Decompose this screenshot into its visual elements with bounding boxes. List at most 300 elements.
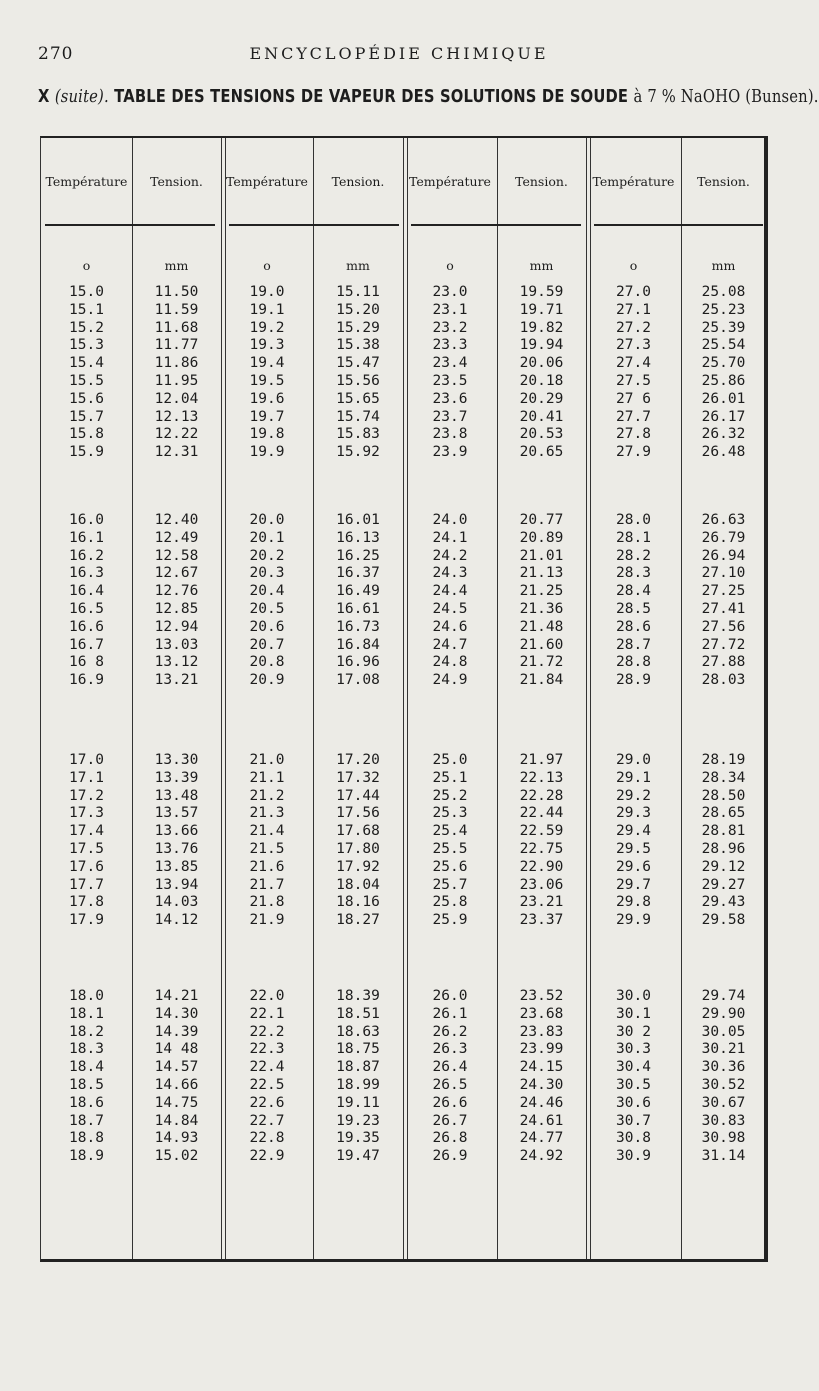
temperature-cell: 15.0	[69, 284, 104, 300]
header-rule	[229, 224, 399, 226]
temperature-cell: 22.7	[249, 1112, 285, 1129]
temperature-cell: 22.4	[249, 1059, 285, 1076]
tension-cell: 13.12	[154, 654, 199, 671]
temperature-cell: 24.6	[432, 618, 468, 635]
temperature-cell: 29.4	[616, 823, 651, 840]
tension-cell: 30.67	[701, 1094, 746, 1111]
vapor-pressure-table	[40, 136, 768, 1262]
tension-cell: 18.04	[336, 876, 380, 893]
temperature-cell: 17.1	[69, 769, 104, 786]
tension-cell: 17.68	[336, 823, 380, 840]
tension-cell: 27.10	[701, 565, 746, 582]
tension-cell: 14.84	[154, 1112, 199, 1129]
tension-cell: 26.94	[701, 547, 746, 564]
temperature-cell: 20.5	[249, 601, 285, 617]
temperature-cell: 23.1	[432, 301, 468, 318]
tension-cell: 14.39	[154, 1023, 199, 1040]
temperature-cell: 24.5	[432, 601, 468, 617]
temperature-cell: 21.8	[249, 894, 285, 911]
table-suite: (suite).	[54, 86, 109, 107]
tension-cell: 30.52	[701, 1077, 746, 1093]
tension-cell: 14.93	[154, 1130, 199, 1147]
tension-cell: 12.76	[154, 583, 199, 600]
tension-cell: 11.50	[154, 284, 199, 300]
temperature-cell: 24.7	[432, 636, 468, 653]
temperature-cell: 25.0	[432, 752, 468, 768]
temperature-cell: 25.7	[432, 876, 468, 893]
tension-cell: 14.03	[154, 894, 199, 911]
tension-cell: 14.30	[154, 1005, 199, 1022]
tension-cell: 20.41	[519, 408, 564, 425]
temperature-cell: 18.3	[69, 1041, 104, 1058]
temperature-cell: 24.1	[432, 529, 468, 546]
tension-cell: 26.32	[701, 426, 746, 443]
temperature-cell: 15.4	[69, 355, 104, 372]
temperature-cell: 18.9	[69, 1148, 104, 1165]
tension-cell: 27.41	[701, 601, 746, 617]
temperature-cell: 16.2	[69, 547, 104, 564]
tension-cell: 12.40	[154, 512, 199, 528]
tension-cell: 13.57	[154, 805, 199, 822]
temperature-cell: 30.9	[616, 1148, 651, 1165]
tension-cell: 21.72	[519, 654, 564, 671]
temperature-cell: 26.5	[432, 1077, 468, 1093]
temperature-cell: 16.6	[69, 618, 104, 635]
temperature-cell: 16.4	[69, 583, 104, 600]
tension-cell: 17.44	[336, 787, 380, 804]
temperature-cell: 29.7	[616, 876, 651, 893]
tension-cell: 23.37	[519, 912, 564, 929]
tension-cell: 27.25	[701, 583, 746, 600]
tension-cell: 21.97	[519, 752, 564, 768]
temperature-cell: 23.8	[432, 426, 468, 443]
temperature-cell: 22.0	[249, 988, 285, 1004]
temperature-cell: 17.8	[69, 894, 104, 911]
tension-cell: 16.13	[336, 529, 380, 546]
temperature-cell: 21.1	[249, 769, 285, 786]
tension-cell: 23.21	[519, 894, 564, 911]
temperature-cell: 25.2	[432, 787, 468, 804]
temperature-cell: 16.9	[69, 672, 104, 689]
tension-cell: 16.73	[336, 618, 380, 635]
temperature-cell: 16.3	[69, 565, 104, 582]
unit-degree: o	[82, 258, 91, 273]
temperature-cell: 23.4	[432, 355, 468, 372]
temperature-cell: 27.4	[616, 355, 651, 372]
temperature-cell: 22.9	[249, 1148, 285, 1165]
temperature-cell: 22.8	[249, 1130, 285, 1147]
tension-cell: 11.68	[154, 319, 199, 336]
temperature-cell: 25.9	[432, 912, 468, 929]
tension-cell: 15.92	[336, 444, 380, 461]
tension-cell: 28.65	[701, 805, 746, 822]
temperature-cell: 28.3	[616, 565, 651, 582]
temperature-cell: 30.1	[616, 1005, 651, 1022]
tension-cell: 15.83	[336, 426, 380, 443]
tension-cell: 28.34	[701, 769, 746, 786]
header-rule	[411, 224, 581, 226]
header-tension: Tension.	[331, 174, 385, 189]
temperature-cell: 26.3	[432, 1041, 468, 1058]
tension-cell: 29.74	[701, 988, 746, 1004]
temperature-cell: 18.1	[69, 1005, 104, 1022]
tension-cell: 14.21	[154, 988, 199, 1004]
temperature-cell: 22.6	[249, 1094, 285, 1111]
temperature-cell: 15.7	[69, 408, 104, 425]
tension-cell: 19.82	[519, 319, 564, 336]
tension-cell: 19.11	[336, 1094, 380, 1111]
tension-cell: 21.01	[519, 547, 564, 564]
tension-cell: 24.77	[519, 1130, 564, 1147]
tension-cell: 20.29	[519, 390, 564, 407]
tension-cell: 28.96	[701, 841, 746, 857]
tension-cell: 15.20	[336, 301, 380, 318]
tension-cell: 29.90	[701, 1005, 746, 1022]
temperature-cell: 29.6	[616, 858, 651, 875]
temperature-cell: 27.9	[616, 444, 651, 461]
temperature-cell: 23.7	[432, 408, 468, 425]
temperature-cell: 18.5	[69, 1077, 104, 1093]
temperature-cell: 27.7	[616, 408, 651, 425]
tension-cell: 25.39	[701, 319, 746, 336]
tension-cell: 26.17	[701, 408, 746, 425]
tension-cell: 12.58	[154, 547, 199, 564]
temperature-cell: 19.7	[249, 408, 285, 425]
tension-cell: 16.49	[336, 583, 380, 600]
tension-cell: 28.50	[701, 787, 746, 804]
temperature-cell: 24.4	[432, 583, 468, 600]
tension-cell: 13.48	[154, 787, 199, 804]
tension-cell: 29.27	[701, 876, 746, 893]
tension-cell: 19.59	[519, 284, 564, 300]
tension-cell: 12.94	[154, 618, 199, 635]
temperature-cell: 24.8	[432, 654, 468, 671]
tension-cell: 29.43	[701, 894, 746, 911]
temperature-cell: 30.6	[616, 1094, 651, 1111]
tension-cell: 24.46	[519, 1094, 564, 1111]
tension-cell: 19.23	[336, 1112, 380, 1129]
tension-cell: 26.01	[701, 390, 746, 407]
tension-cell: 24.61	[519, 1112, 564, 1129]
temperature-cell: 26.2	[432, 1023, 468, 1040]
tension-cell: 22.28	[519, 787, 564, 804]
tension-cell: 22.90	[519, 858, 564, 875]
temperature-cell: 20.1	[249, 529, 285, 546]
temperature-cell: 30.0	[616, 988, 651, 1004]
temperature-cell: 25.4	[432, 823, 468, 840]
tension-cell: 23.06	[519, 876, 564, 893]
tension-cell: 12.13	[154, 408, 199, 425]
tension-cell: 25.86	[701, 373, 746, 389]
temperature-cell: 19.5	[249, 373, 285, 389]
temperature-cell: 19.3	[249, 337, 285, 354]
temperature-cell: 23.2	[432, 319, 468, 336]
temperature-cell: 20.2	[249, 547, 285, 564]
tension-cell: 21.84	[519, 672, 564, 689]
tension-cell: 22.59	[519, 823, 564, 840]
tension-cell: 31.14	[701, 1148, 746, 1165]
tension-cell: 20.06	[519, 355, 564, 372]
temperature-cell: 18.2	[69, 1023, 104, 1040]
temperature-cell: 27.3	[616, 337, 651, 354]
tension-cell: 12.67	[154, 565, 199, 582]
temperature-cell: 19.2	[249, 319, 285, 336]
temperature-cell: 17.9	[69, 912, 104, 929]
temperature-cell: 15.1	[69, 301, 104, 318]
tension-cell: 13.03	[154, 636, 199, 653]
tension-cell: 12.85	[154, 601, 199, 617]
tension-cell: 14 48	[154, 1041, 199, 1058]
tension-cell: 20.77	[519, 512, 564, 528]
temperature-cell: 24.3	[432, 565, 468, 582]
temperature-cell: 21.3	[249, 805, 285, 822]
header-temperature: Température	[409, 174, 491, 189]
tension-cell: 20.18	[519, 373, 564, 389]
tension-cell: 24.92	[519, 1148, 564, 1165]
tension-cell: 16.96	[336, 654, 380, 671]
temperature-cell: 18.6	[69, 1094, 104, 1111]
temperature-cell: 30.3	[616, 1041, 651, 1058]
temperature-cell: 20.0	[249, 512, 285, 528]
temperature-cell: 22.3	[249, 1041, 285, 1058]
tension-cell: 15.29	[336, 319, 380, 336]
header-tension: Tension.	[150, 174, 203, 189]
tension-cell: 30.36	[701, 1059, 746, 1076]
unit-degree: o	[263, 258, 271, 273]
temperature-cell: 18.7	[69, 1112, 104, 1129]
temperature-cell: 28.2	[616, 547, 651, 564]
temperature-cell: 19.0	[249, 284, 285, 300]
temperature-cell: 16.5	[69, 601, 104, 617]
tension-cell: 23.68	[519, 1005, 564, 1022]
table-title-formula: à 7 % NaOHO (Bunsen).	[633, 86, 819, 107]
tension-cell: 15.74	[336, 408, 380, 425]
tension-cell: 17.80	[336, 841, 380, 857]
tension-cell: 26.79	[701, 529, 746, 546]
tension-cell: 25.23	[701, 301, 746, 318]
temperature-cell: 15.9	[69, 444, 104, 461]
temperature-cell: 20.7	[249, 636, 285, 653]
temperature-cell: 27.5	[616, 373, 651, 389]
table-number: X	[38, 86, 50, 107]
tension-cell: 26.63	[701, 512, 746, 528]
temperature-cell: 28.5	[616, 601, 651, 617]
tension-cell: 17.20	[336, 752, 380, 768]
tension-cell: 17.92	[336, 858, 380, 875]
tension-cell: 30.83	[701, 1112, 746, 1129]
tension-cell: 18.39	[336, 988, 380, 1004]
temperature-cell: 20.3	[249, 565, 285, 582]
temperature-cell: 25.6	[432, 858, 468, 875]
tension-cell: 16.84	[336, 636, 380, 653]
tension-cell: 19.35	[336, 1130, 380, 1147]
tension-cell: 26.48	[701, 444, 746, 461]
tension-cell: 24.15	[519, 1059, 564, 1076]
temperature-cell: 29.9	[616, 912, 651, 929]
temperature-cell: 18.0	[69, 988, 104, 1004]
temperature-cell: 16.7	[69, 636, 104, 653]
temperature-cell: 16.1	[69, 529, 104, 546]
temperature-cell: 23.5	[432, 373, 468, 389]
tension-cell: 18.51	[336, 1005, 380, 1022]
tension-cell: 28.03	[701, 672, 746, 689]
temperature-cell: 29.3	[616, 805, 651, 822]
header-temperature: Température	[45, 174, 128, 189]
tension-cell: 21.60	[519, 636, 564, 653]
tension-cell: 18.27	[336, 912, 380, 929]
tension-cell: 24.30	[519, 1077, 564, 1093]
tension-cell: 27.72	[701, 636, 746, 653]
header-temperature: Température	[592, 174, 675, 189]
tension-cell: 27.56	[701, 618, 746, 635]
temperature-cell: 26.4	[432, 1059, 468, 1076]
temperature-cell: 24.0	[432, 512, 468, 528]
tension-cell: 27.88	[701, 654, 746, 671]
temperature-cell: 15.6	[69, 390, 104, 407]
tension-cell: 21.13	[519, 565, 564, 582]
page-number: 270	[38, 44, 74, 64]
temperature-cell: 30.4	[616, 1059, 651, 1076]
tension-cell: 15.38	[336, 337, 380, 354]
temperature-cell: 28.6	[616, 618, 651, 635]
temperature-cell: 21.7	[249, 876, 285, 893]
temperature-cell: 23.9	[432, 444, 468, 461]
temperature-cell: 28.7	[616, 636, 651, 653]
temperature-cell: 27.0	[616, 284, 651, 300]
header-temperature: Température	[226, 174, 308, 189]
tension-cell: 13.94	[154, 876, 199, 893]
temperature-cell: 26.1	[432, 1005, 468, 1022]
temperature-cell: 29.0	[616, 752, 651, 768]
temperature-cell: 18.4	[69, 1059, 104, 1076]
temperature-cell: 22.1	[249, 1005, 285, 1022]
tension-cell: 16.01	[336, 512, 380, 528]
temperature-cell: 25.1	[432, 769, 468, 786]
header-tension: Tension.	[515, 174, 568, 189]
temperature-cell: 21.6	[249, 858, 285, 875]
temperature-cell: 15.5	[69, 373, 104, 389]
tension-cell: 13.76	[154, 841, 199, 857]
temperature-cell: 20.8	[249, 654, 285, 671]
temperature-cell: 29.5	[616, 841, 651, 857]
unit-mm: mm	[164, 258, 189, 273]
tension-cell: 23.99	[519, 1041, 564, 1058]
tension-cell: 19.94	[519, 337, 564, 354]
tension-cell: 15.02	[154, 1148, 199, 1165]
tension-cell: 16.61	[336, 601, 380, 617]
temperature-cell: 29.8	[616, 894, 651, 911]
unit-degree: o	[446, 258, 454, 273]
temperature-cell: 27.2	[616, 319, 651, 336]
temperature-cell: 18.8	[69, 1130, 104, 1147]
temperature-cell: 17.0	[69, 752, 104, 768]
tension-cell: 20.53	[519, 426, 564, 443]
temperature-cell: 15.8	[69, 426, 104, 443]
tension-cell: 18.99	[336, 1077, 380, 1093]
unit-mm: mm	[711, 258, 736, 273]
tension-cell: 11.95	[154, 373, 199, 389]
temperature-cell: 21.9	[249, 912, 285, 929]
tension-cell: 12.22	[154, 426, 199, 443]
temperature-cell: 20.9	[249, 672, 285, 689]
temperature-cell: 28.1	[616, 529, 651, 546]
tension-cell: 29.58	[701, 912, 746, 929]
temperature-cell: 15.3	[69, 337, 104, 354]
temperature-cell: 16 8	[69, 654, 104, 671]
tension-cell: 21.36	[519, 601, 564, 617]
temperature-cell: 21.5	[249, 841, 285, 857]
temperature-cell: 27 6	[616, 390, 651, 407]
tension-cell: 25.54	[701, 337, 746, 354]
temperature-cell: 28.9	[616, 672, 651, 689]
temperature-cell: 26.8	[432, 1130, 468, 1147]
temperature-cell: 24.2	[432, 547, 468, 564]
running-title: ENCYCLOPÉDIE CHIMIQUE	[249, 44, 549, 63]
tension-cell: 15.65	[336, 390, 380, 407]
temperature-cell: 23.3	[432, 337, 468, 354]
tension-cell: 18.16	[336, 894, 380, 911]
tension-cell: 13.66	[154, 823, 199, 840]
tension-cell: 17.32	[336, 769, 380, 786]
temperature-cell: 30.8	[616, 1130, 651, 1147]
temperature-cell: 19.9	[249, 444, 285, 461]
temperature-cell: 20.4	[249, 583, 285, 600]
tension-cell: 28.19	[701, 752, 746, 768]
temperature-cell: 22.5	[249, 1077, 285, 1093]
tension-cell: 15.47	[336, 355, 380, 372]
tension-cell: 14.12	[154, 912, 199, 929]
tension-cell: 11.77	[154, 337, 199, 354]
tension-cell: 17.08	[336, 672, 380, 689]
temperature-cell: 17.6	[69, 858, 104, 875]
temperature-cell: 23.6	[432, 390, 468, 407]
tension-cell: 12.31	[154, 444, 199, 461]
temperature-cell: 17.3	[69, 805, 104, 822]
tension-cell: 14.75	[154, 1094, 199, 1111]
tension-cell: 20.65	[519, 444, 564, 461]
tension-cell: 25.08	[701, 284, 746, 300]
tension-cell: 18.87	[336, 1059, 380, 1076]
tension-cell: 21.25	[519, 583, 564, 600]
page-header	[38, 44, 760, 68]
tension-cell: 22.13	[519, 769, 564, 786]
tension-cell: 30.05	[701, 1023, 746, 1040]
temperature-cell: 15.2	[69, 319, 104, 336]
temperature-cell: 28.8	[616, 654, 651, 671]
tension-cell: 16.25	[336, 547, 380, 564]
tension-cell: 30.21	[701, 1041, 746, 1058]
temperature-cell: 26.0	[432, 988, 468, 1004]
temperature-cell: 28.4	[616, 583, 651, 600]
temperature-cell: 17.7	[69, 876, 104, 893]
temperature-cell: 26.7	[432, 1112, 468, 1129]
temperature-cell: 30 2	[616, 1023, 651, 1040]
tension-cell: 14.66	[154, 1077, 199, 1093]
tension-cell: 13.39	[154, 769, 199, 786]
tension-cell: 12.49	[154, 529, 199, 546]
temperature-cell: 27.8	[616, 426, 651, 443]
temperature-cell: 30.7	[616, 1112, 651, 1129]
tension-cell: 15.56	[336, 373, 380, 389]
temperature-cell: 17.5	[69, 841, 104, 857]
temperature-cell: 25.3	[432, 805, 468, 822]
tension-cell: 30.98	[701, 1130, 746, 1147]
unit-degree: o	[629, 258, 638, 273]
temperature-cell: 24.9	[432, 672, 468, 689]
tension-cell: 28.81	[701, 823, 746, 840]
tension-cell: 25.70	[701, 355, 746, 372]
tension-cell: 23.83	[519, 1023, 564, 1040]
